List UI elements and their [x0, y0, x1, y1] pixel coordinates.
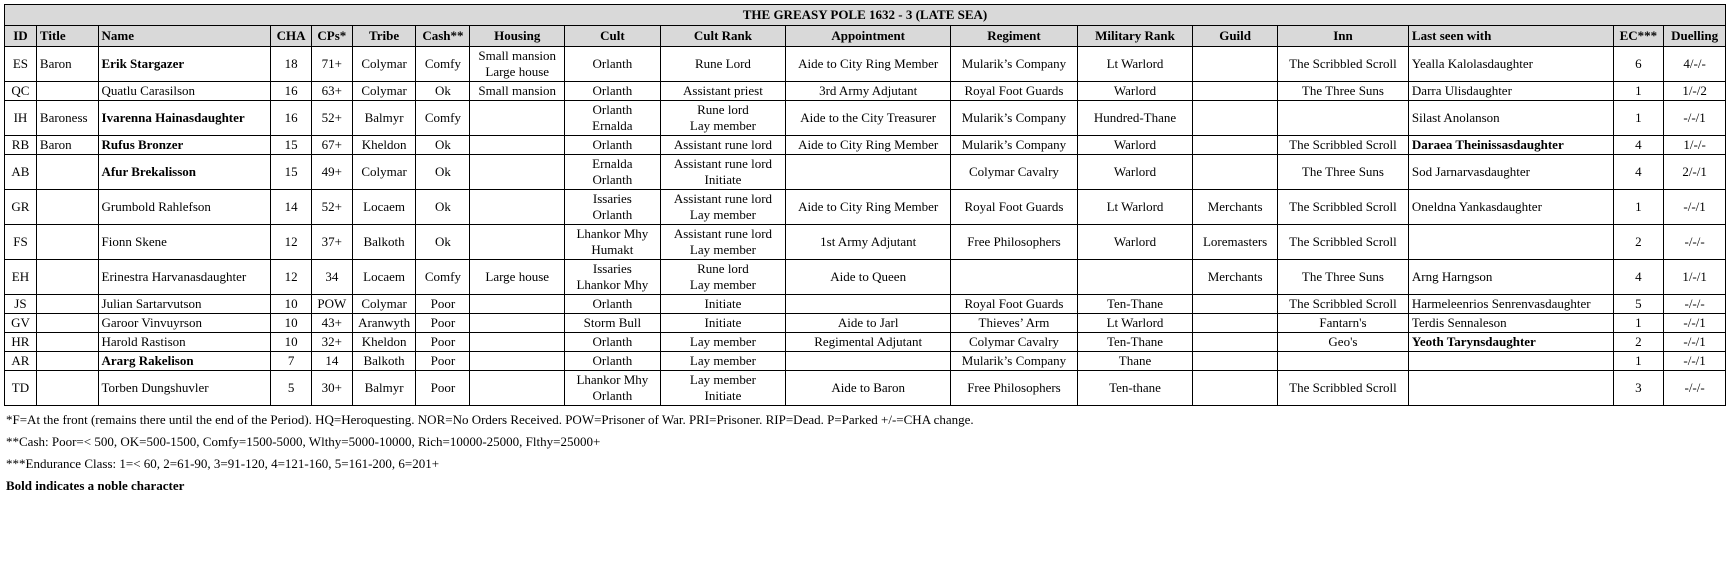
- cell-id: RB: [5, 136, 37, 155]
- cell-title: [36, 82, 98, 101]
- table-row: [5, 136, 1726, 155]
- cell-housing: [470, 314, 565, 333]
- cell-id: IH: [5, 101, 37, 136]
- cell-inn: The Three Suns: [1277, 155, 1408, 190]
- cell-military-rank: Ten-thane: [1077, 371, 1193, 406]
- cell-appointment: Aide to Queen: [786, 260, 951, 295]
- cell-cash: Poor: [416, 333, 470, 352]
- cell-tribe: Colymar: [352, 295, 416, 314]
- cell-ec: 1: [1613, 101, 1664, 136]
- cell-housing: Small mansion: [470, 82, 565, 101]
- cell-cps: 67+: [311, 136, 352, 155]
- cell-appointment: [786, 352, 951, 371]
- cell-housing: Large house: [470, 260, 565, 295]
- table-caption: THE GREASY POLE 1632 - 3 (LATE SEA): [5, 5, 1726, 26]
- cell-cha: 10: [271, 333, 312, 352]
- cell-guild: [1193, 136, 1278, 155]
- cell-inn: [1277, 101, 1408, 136]
- cell-duelling: 1/-/2: [1664, 82, 1726, 101]
- table-row: [5, 352, 1726, 371]
- footnote-cps: *F=At the front (remains there until the end of the Period). HQ=Heroquesting. NOR=No Orders Received. POW=Prisoner of War. PRI=Prisoner. RIP=Dead. P=Parked +/-=CHA change.: [6, 412, 974, 427]
- table-row: [5, 333, 1726, 352]
- cell-appointment: Aide to City Ring Member: [786, 136, 951, 155]
- header-inn: Inn: [1277, 26, 1408, 47]
- cell-appointment: 1st Army Adjutant: [786, 225, 951, 260]
- cell-cha: 15: [271, 136, 312, 155]
- cell-duelling: -/-/1: [1664, 333, 1726, 352]
- table-row: [5, 47, 1726, 82]
- cell-cha: 16: [271, 101, 312, 136]
- table-row: [5, 101, 1726, 136]
- cell-appointment: Aide to Baron: [786, 371, 951, 406]
- cell-cps: 14: [311, 352, 352, 371]
- cell-id: GV: [5, 314, 37, 333]
- cell-appointment: [786, 295, 951, 314]
- cell-tribe: Locaem: [352, 190, 416, 225]
- cell-title: [36, 260, 98, 295]
- header-cash: Cash**: [416, 26, 470, 47]
- cell-name: Garoor Vinvuyrson: [98, 314, 271, 333]
- cell-ec: 1: [1613, 314, 1664, 333]
- cell-name: Ararg Rakelison: [98, 352, 271, 371]
- cell-ec: 2: [1613, 333, 1664, 352]
- cell-name: Grumbold Rahlefson: [98, 190, 271, 225]
- cell-regiment: Colymar Cavalry: [951, 155, 1078, 190]
- cell-cps: 32+: [311, 333, 352, 352]
- cell-cash: Ok: [416, 190, 470, 225]
- cell-last-seen-with: Sod Jarnarvasdaughter: [1408, 155, 1613, 190]
- cell-guild: [1193, 47, 1278, 82]
- cell-name: Erinestra Harvanasdaughter: [98, 260, 271, 295]
- cell-military-rank: Lt Warlord: [1077, 314, 1193, 333]
- cell-cps: 52+: [311, 101, 352, 136]
- cell-appointment: Aide to City Ring Member: [786, 47, 951, 82]
- cell-appointment: Aide to the City Treasurer: [786, 101, 951, 136]
- cell-cha: 10: [271, 314, 312, 333]
- cell-duelling: -/-/1: [1664, 190, 1726, 225]
- cell-duelling: -/-/-: [1664, 371, 1726, 406]
- cell-cult: Orlanth: [565, 352, 661, 371]
- cell-ec: 3: [1613, 371, 1664, 406]
- cell-cps: 37+: [311, 225, 352, 260]
- cell-cps: 34: [311, 260, 352, 295]
- cell-appointment: Aide to City Ring Member: [786, 190, 951, 225]
- cell-duelling: 4/-/-: [1664, 47, 1726, 82]
- cell-military-rank: Warlord: [1077, 82, 1193, 101]
- header-title: Title: [36, 26, 98, 47]
- cell-military-rank: Hundred-Thane: [1077, 101, 1193, 136]
- cell-inn: Geo's: [1277, 333, 1408, 352]
- cell-cha: 15: [271, 155, 312, 190]
- cell-regiment: Free Philosophers: [951, 225, 1078, 260]
- cell-cha: 10: [271, 295, 312, 314]
- cell-last-seen-with: Arng Harngson: [1408, 260, 1613, 295]
- cell-id: HR: [5, 333, 37, 352]
- cell-cult: Issaries Orlanth: [565, 190, 661, 225]
- cell-cps: 43+: [311, 314, 352, 333]
- footnotes: [4, 412, 1727, 494]
- cell-ec: 4: [1613, 260, 1664, 295]
- header-appointment: Appointment: [786, 26, 951, 47]
- cell-guild: [1193, 155, 1278, 190]
- cell-cash: Poor: [416, 352, 470, 371]
- cell-title: [36, 371, 98, 406]
- cell-cult: Orlanth: [565, 47, 661, 82]
- cell-regiment: Thieves’ Arm: [951, 314, 1078, 333]
- table-row: [5, 82, 1726, 101]
- table-row: [5, 190, 1726, 225]
- roster-body: [5, 47, 1726, 406]
- header-cult-rank: Cult Rank: [660, 26, 785, 47]
- cell-housing: [470, 352, 565, 371]
- cell-cash: Comfy: [416, 101, 470, 136]
- cell-housing: Small mansion Large house: [470, 47, 565, 82]
- cell-cult-rank: Lay member: [660, 333, 785, 352]
- cell-guild: [1193, 295, 1278, 314]
- cell-inn: The Three Suns: [1277, 260, 1408, 295]
- table-row: [5, 225, 1726, 260]
- cell-title: [36, 225, 98, 260]
- header-tribe: Tribe: [352, 26, 416, 47]
- cell-cha: 12: [271, 225, 312, 260]
- cell-name: Fionn Skene: [98, 225, 271, 260]
- cell-title: [36, 295, 98, 314]
- cell-regiment: Royal Foot Guards: [951, 190, 1078, 225]
- cell-guild: Loremasters: [1193, 225, 1278, 260]
- cell-cha: 5: [271, 371, 312, 406]
- header-military-rank: Military Rank: [1077, 26, 1193, 47]
- header-housing: Housing: [470, 26, 565, 47]
- cell-last-seen-with: [1408, 225, 1613, 260]
- cell-cult-rank: Rune Lord: [660, 47, 785, 82]
- cell-inn: The Scribbled Scroll: [1277, 371, 1408, 406]
- header-duelling: Duelling: [1664, 26, 1726, 47]
- cell-guild: Merchants: [1193, 190, 1278, 225]
- cell-ec: 1: [1613, 352, 1664, 371]
- cell-last-seen-with: Daraea Theinissasdaughter: [1408, 136, 1613, 155]
- cell-title: Baron: [36, 136, 98, 155]
- cell-housing: [470, 371, 565, 406]
- cell-inn: The Scribbled Scroll: [1277, 295, 1408, 314]
- cell-title: [36, 190, 98, 225]
- cell-id: ES: [5, 47, 37, 82]
- cell-last-seen-with: Darra Ulisdaughter: [1408, 82, 1613, 101]
- cell-ec: 2: [1613, 225, 1664, 260]
- cell-id: JS: [5, 295, 37, 314]
- cell-cha: 12: [271, 260, 312, 295]
- cell-cps: POW: [311, 295, 352, 314]
- cell-id: EH: [5, 260, 37, 295]
- cell-military-rank: Thane: [1077, 352, 1193, 371]
- table-row: [5, 260, 1726, 295]
- cell-title: Baroness: [36, 101, 98, 136]
- footnote-endurance: ***Endurance Class: 1=< 60, 2=61-90, 3=91-120, 4=121-160, 5=161-200, 6=201+: [6, 456, 440, 471]
- cell-title: Baron: [36, 47, 98, 82]
- cell-inn: The Scribbled Scroll: [1277, 190, 1408, 225]
- cell-cult-rank: Lay member: [660, 352, 785, 371]
- cell-tribe: Balkoth: [352, 352, 416, 371]
- cell-regiment: Mularik’s Company: [951, 101, 1078, 136]
- cell-name: Erik Stargazer: [98, 47, 271, 82]
- cell-ec: 6: [1613, 47, 1664, 82]
- cell-cult: Orlanth: [565, 295, 661, 314]
- cell-regiment: Mularik’s Company: [951, 352, 1078, 371]
- cell-inn: The Scribbled Scroll: [1277, 136, 1408, 155]
- cell-duelling: -/-/1: [1664, 352, 1726, 371]
- cell-regiment: Mularik’s Company: [951, 136, 1078, 155]
- cell-cha: 7: [271, 352, 312, 371]
- cell-cash: Ok: [416, 155, 470, 190]
- cell-cult-rank: Rune lord Lay member: [660, 101, 785, 136]
- cell-regiment: Mularik’s Company: [951, 47, 1078, 82]
- cell-tribe: Aranwyth: [352, 314, 416, 333]
- cell-cult-rank: Assistant rune lord Initiate: [660, 155, 785, 190]
- cell-last-seen-with: Silast Anolanson: [1408, 101, 1613, 136]
- cell-appointment: 3rd Army Adjutant: [786, 82, 951, 101]
- cell-cult-rank: Assistant priest: [660, 82, 785, 101]
- cell-title: [36, 314, 98, 333]
- cell-cult: Issaries Lhankor Mhy: [565, 260, 661, 295]
- cell-cash: Ok: [416, 82, 470, 101]
- cell-last-seen-with: Yealla Kalolasdaughter: [1408, 47, 1613, 82]
- cell-id: AB: [5, 155, 37, 190]
- cell-cult-rank: Assistant rune lord: [660, 136, 785, 155]
- cell-housing: [470, 136, 565, 155]
- header-cha: CHA: [271, 26, 312, 47]
- header-id: ID: [5, 26, 37, 47]
- cell-housing: [470, 333, 565, 352]
- cell-duelling: -/-/1: [1664, 101, 1726, 136]
- cell-name: Torben Dungshuvler: [98, 371, 271, 406]
- cell-guild: [1193, 371, 1278, 406]
- cell-inn: Fantarn's: [1277, 314, 1408, 333]
- cell-tribe: Colymar: [352, 47, 416, 82]
- table-row: [5, 371, 1726, 406]
- cell-inn: The Scribbled Scroll: [1277, 47, 1408, 82]
- cell-ec: 1: [1613, 82, 1664, 101]
- cell-cult-rank: Lay member Initiate: [660, 371, 785, 406]
- cell-cps: 71+: [311, 47, 352, 82]
- cell-military-rank: [1077, 260, 1193, 295]
- cell-id: TD: [5, 371, 37, 406]
- cell-name: Rufus Bronzer: [98, 136, 271, 155]
- cell-cult: Lhankor Mhy Humakt: [565, 225, 661, 260]
- cell-inn: [1277, 352, 1408, 371]
- cell-cult: Lhankor Mhy Orlanth: [565, 371, 661, 406]
- cell-last-seen-with: Harmeleenrios Senrenvasdaughter: [1408, 295, 1613, 314]
- footnote-bold: Bold indicates a noble character: [6, 478, 185, 493]
- cell-cps: 52+: [311, 190, 352, 225]
- cell-cult-rank: Initiate: [660, 295, 785, 314]
- cell-inn: The Three Suns: [1277, 82, 1408, 101]
- cell-tribe: Colymar: [352, 155, 416, 190]
- cell-id: FS: [5, 225, 37, 260]
- cell-last-seen-with: [1408, 352, 1613, 371]
- cell-name: Julian Sartarvutson: [98, 295, 271, 314]
- cell-last-seen-with: Yeoth Tarynsdaughter: [1408, 333, 1613, 352]
- cell-name: Quatlu Carasilson: [98, 82, 271, 101]
- cell-cult: Orlanth Ernalda: [565, 101, 661, 136]
- cell-housing: [470, 295, 565, 314]
- cell-military-rank: Lt Warlord: [1077, 47, 1193, 82]
- cell-guild: [1193, 82, 1278, 101]
- cell-last-seen-with: Oneldna Yankasdaughter: [1408, 190, 1613, 225]
- cell-cult-rank: Assistant rune lord Lay member: [660, 225, 785, 260]
- cell-inn: The Scribbled Scroll: [1277, 225, 1408, 260]
- cell-cash: Poor: [416, 371, 470, 406]
- cell-appointment: Aide to Jarl: [786, 314, 951, 333]
- cell-id: GR: [5, 190, 37, 225]
- cell-guild: Merchants: [1193, 260, 1278, 295]
- cell-guild: [1193, 333, 1278, 352]
- cell-duelling: 2/-/1: [1664, 155, 1726, 190]
- cell-duelling: 1/-/1: [1664, 260, 1726, 295]
- cell-name: Afur Brekalisson: [98, 155, 271, 190]
- cell-title: [36, 155, 98, 190]
- cell-housing: [470, 155, 565, 190]
- cell-guild: [1193, 314, 1278, 333]
- header-name: Name: [98, 26, 271, 47]
- cell-cult: Orlanth: [565, 333, 661, 352]
- table-row: [5, 295, 1726, 314]
- cell-military-rank: Ten-Thane: [1077, 295, 1193, 314]
- cell-tribe: Balkoth: [352, 225, 416, 260]
- cell-appointment: Regimental Adjutant: [786, 333, 951, 352]
- cell-id: QC: [5, 82, 37, 101]
- cell-cps: 63+: [311, 82, 352, 101]
- cell-cash: Ok: [416, 136, 470, 155]
- cell-cash: Poor: [416, 314, 470, 333]
- cell-cult: Orlanth: [565, 82, 661, 101]
- header-regiment: Regiment: [951, 26, 1078, 47]
- table-row: [5, 155, 1726, 190]
- cell-housing: [470, 190, 565, 225]
- cell-cash: Ok: [416, 225, 470, 260]
- cell-military-rank: Warlord: [1077, 136, 1193, 155]
- cell-title: [36, 352, 98, 371]
- cell-duelling: 1/-/-: [1664, 136, 1726, 155]
- cell-duelling: -/-/-: [1664, 295, 1726, 314]
- header-cult: Cult: [565, 26, 661, 47]
- cell-guild: [1193, 352, 1278, 371]
- cell-cps: 30+: [311, 371, 352, 406]
- cell-cha: 16: [271, 82, 312, 101]
- cell-ec: 4: [1613, 155, 1664, 190]
- cell-cash: Poor: [416, 295, 470, 314]
- cell-guild: [1193, 101, 1278, 136]
- cell-duelling: -/-/1: [1664, 314, 1726, 333]
- cell-duelling: -/-/-: [1664, 225, 1726, 260]
- cell-housing: [470, 101, 565, 136]
- cell-cps: 49+: [311, 155, 352, 190]
- cell-cult-rank: Initiate: [660, 314, 785, 333]
- cell-last-seen-with: [1408, 371, 1613, 406]
- header-cps: CPs*: [311, 26, 352, 47]
- character-roster-table: [4, 4, 1726, 406]
- header-ec: EC***: [1613, 26, 1664, 47]
- header-row: [5, 26, 1726, 47]
- cell-tribe: Kheldon: [352, 136, 416, 155]
- cell-tribe: Locaem: [352, 260, 416, 295]
- cell-tribe: Kheldon: [352, 333, 416, 352]
- cell-regiment: Colymar Cavalry: [951, 333, 1078, 352]
- cell-appointment: [786, 155, 951, 190]
- header-last-seen-with: Last seen with: [1408, 26, 1613, 47]
- cell-cash: Comfy: [416, 47, 470, 82]
- cell-military-rank: Ten-Thane: [1077, 333, 1193, 352]
- cell-cha: 14: [271, 190, 312, 225]
- footnote-cash: **Cash: Poor=< 500, OK=500-1500, Comfy=1500-5000, Wlthy=5000-10000, Rich=10000-25000, Flthy=25000+: [6, 434, 601, 449]
- cell-regiment: Free Philosophers: [951, 371, 1078, 406]
- cell-ec: 5: [1613, 295, 1664, 314]
- table-row: [5, 314, 1726, 333]
- cell-military-rank: Warlord: [1077, 155, 1193, 190]
- cell-ec: 4: [1613, 136, 1664, 155]
- cell-regiment: Royal Foot Guards: [951, 82, 1078, 101]
- cell-ec: 1: [1613, 190, 1664, 225]
- cell-cult: Orlanth: [565, 136, 661, 155]
- cell-id: AR: [5, 352, 37, 371]
- cell-cash: Comfy: [416, 260, 470, 295]
- cell-cult: Storm Bull: [565, 314, 661, 333]
- cell-regiment: [951, 260, 1078, 295]
- cell-military-rank: Lt Warlord: [1077, 190, 1193, 225]
- cell-housing: [470, 225, 565, 260]
- cell-tribe: Colymar: [352, 82, 416, 101]
- cell-name: Harold Rastison: [98, 333, 271, 352]
- cell-cult-rank: Rune lord Lay member: [660, 260, 785, 295]
- cell-name: Ivarenna Hainasdaughter: [98, 101, 271, 136]
- cell-regiment: Royal Foot Guards: [951, 295, 1078, 314]
- cell-tribe: Balmyr: [352, 101, 416, 136]
- cell-title: [36, 333, 98, 352]
- cell-military-rank: Warlord: [1077, 225, 1193, 260]
- cell-cult-rank: Assistant rune lord Lay member: [660, 190, 785, 225]
- cell-cha: 18: [271, 47, 312, 82]
- cell-cult: Ernalda Orlanth: [565, 155, 661, 190]
- cell-last-seen-with: Terdis Sennaleson: [1408, 314, 1613, 333]
- cell-tribe: Balmyr: [352, 371, 416, 406]
- header-guild: Guild: [1193, 26, 1278, 47]
